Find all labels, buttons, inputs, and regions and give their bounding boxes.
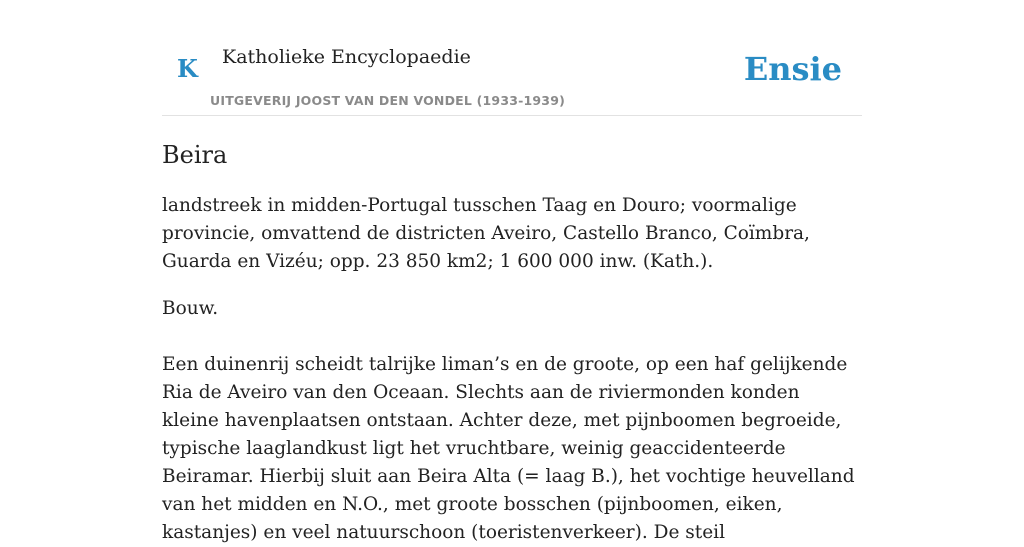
site-header xyxy=(162,0,862,116)
site-logo[interactable]: K xyxy=(177,54,198,83)
entry-paragraph: Een duinenrij scheidt talrijke liman’s en de groote, op een haf gelijkende Ria de Aveiro van den Oceaan. Slechts aan de riviermonden konden kleine havenplaatsen ontstaan. Achter deze, met pijnboomen begroeide, typische laaglandkust ligt het vruchtbare, weinig geaccidenteerde Beiramar. Hierbij sluit aan Beira Alta (= laag B.), het vochtige heuvelland van het midden en N.O., met groote bosschen (pijnboomen, eiken, kastanjes) en veel natuurschoon (toeristenverkeer). De steil xyxy=(162,354,855,543)
ensie-brand-logo[interactable]: Ensie xyxy=(743,50,842,88)
page xyxy=(162,0,862,543)
entry-title: Beira xyxy=(162,141,228,169)
section-heading: Bouw. xyxy=(162,298,219,319)
entry-paragraph: landstreek in midden-Portugal tusschen Taag en Douro; voormalige provincie, omvattend de districten Aveiro, Castello Branco, Coïmbra, Guarda en Vizéu; opp. 23 850 km2; 1 600 000 inw. (Kath.). xyxy=(162,195,810,272)
publisher-label: UITGEVERIJ JOOST VAN DEN VONDEL (1933-1939) xyxy=(210,93,566,108)
site-title[interactable]: Katholieke Encyclopaedie xyxy=(222,46,471,68)
